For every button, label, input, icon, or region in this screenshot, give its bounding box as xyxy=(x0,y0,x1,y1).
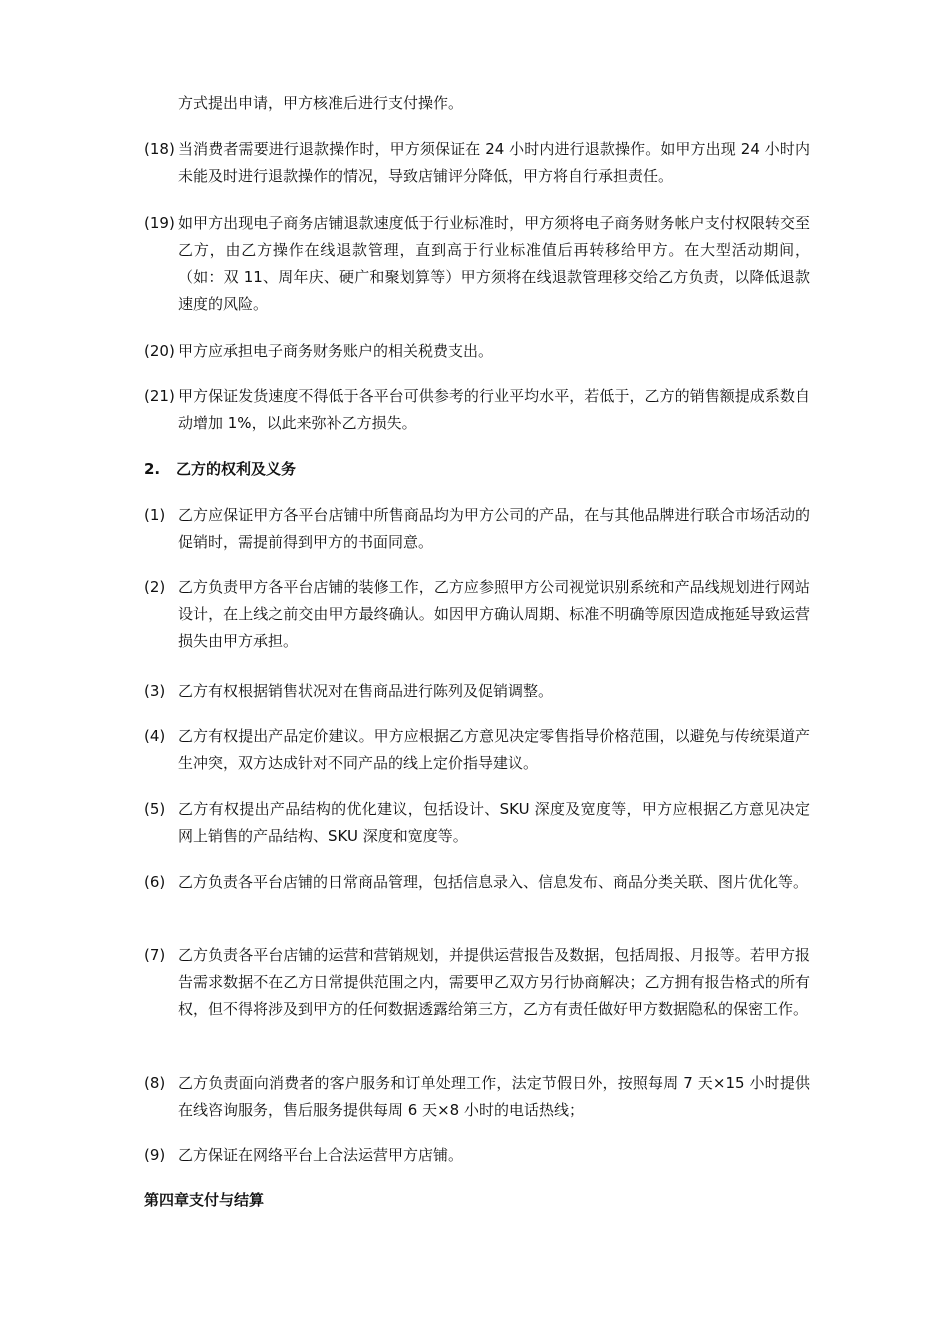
list-item-3 xyxy=(144,678,810,705)
item-number: (19) xyxy=(144,214,175,232)
list-item-7 xyxy=(144,942,810,1023)
item-number: (4) xyxy=(144,727,166,745)
list-item-6 xyxy=(144,869,810,896)
item-number: (1) xyxy=(144,506,166,524)
list-item-5 xyxy=(144,796,810,850)
item-text: 乙方负责各平台店铺的日常商品管理，包括信息录入、信息发布、商品分类关联、图片优化等。 xyxy=(178,873,809,891)
list-item-8 xyxy=(144,1070,810,1124)
item-text: 乙方有权根据销售状况对在售商品进行陈列及促销调整。 xyxy=(178,682,554,700)
list-item-4 xyxy=(144,723,810,777)
list-item-19 xyxy=(144,210,810,318)
item-text: 乙方负责面向消费者的客户服务和订单处理工作，法定节假日外，按照每周 7 天×15 小时提供在线咨询服务，售后服务提供每周 6 天×8 小时的电话热线； xyxy=(178,1074,810,1119)
continuation-text: 方式提出申请，甲方核准后进行支付操作。 xyxy=(178,94,464,112)
list-item-9 xyxy=(144,1142,810,1169)
item-number: (2) xyxy=(144,578,166,596)
list-item-2 xyxy=(144,574,810,655)
list-item-18 xyxy=(144,136,810,190)
item-text: 乙方负责各平台店铺的运营和营销规划，并提供运营报告及数据，包括周报、月报等。若甲方报告需求数据不在乙方日常提供范围之内，需要甲乙双方另行协商解决；乙方拥有报告格式的所有权，但不得将涉及到甲方的任何数据透露给第三方，乙方有责任做好甲方数据隐私的保密工作。 xyxy=(178,946,810,1018)
chapter-heading: 第四章支付与结算 xyxy=(144,1191,265,1209)
item-text: 如甲方出现电子商务店铺退款速度低于行业标准时，甲方须将电子商务财务帐户支付权限转交至乙方，由乙方操作在线退款管理，直到高于行业标准值后再转移给甲方。在大型活动期间，（如：双 11、周年庆、硬广和聚划算等）甲方须将在线退款管理移交给乙方负责，以降低退款速度的风险。 xyxy=(178,214,810,313)
item-text: 乙方有权提出产品结构的优化建议，包括设计、SKU 深度及宽度等，甲方应根据乙方意见决定网上销售的产品结构、SKU 深度和宽度等。 xyxy=(178,800,810,845)
item-number: (5) xyxy=(144,800,166,818)
item-text: 当消费者需要进行退款操作时，甲方须保证在 24 小时内进行退款操作。如甲方出现 24 小时内未能及时进行退款操作的情况，导致店铺评分降低，甲方将自行承担责任。 xyxy=(178,140,810,185)
item-text: 乙方有权提出产品定价建议。甲方应根据乙方意见决定零售指导价格范围，以避免与传统渠道产生冲突，双方达成针对不同产品的线上定价指导建议。 xyxy=(178,727,810,772)
item-text: 乙方保证在网络平台上合法运营甲方店铺。 xyxy=(178,1146,464,1164)
item-number: (3) xyxy=(144,682,166,700)
item-number: (8) xyxy=(144,1074,166,1092)
item-number: (18) xyxy=(144,140,175,158)
item-text: 甲方保证发货速度不得低于各平台可供参考的行业平均水平，若低于，乙方的销售额提成系数自动增加 1%，以此来弥补乙方损失。 xyxy=(178,387,810,432)
list-item-20 xyxy=(144,338,810,365)
section-heading xyxy=(144,456,296,483)
item-text: 乙方应保证甲方各平台店铺中所售商品均为甲方公司的产品，在与其他品牌进行联合市场活动的促销时，需提前得到甲方的书面同意。 xyxy=(178,506,810,551)
item-number: (20) xyxy=(144,342,175,360)
item-number: (7) xyxy=(144,946,166,964)
item-text: 甲方应承担电子商务财务账户的相关税费支出。 xyxy=(178,342,494,360)
item-number: (6) xyxy=(144,873,166,891)
section-title: 乙方的权利及义务 xyxy=(176,460,297,478)
list-item-1 xyxy=(144,502,810,556)
list-item-21 xyxy=(144,383,810,437)
section-number: 2. xyxy=(144,460,161,478)
item-text: 乙方负责甲方各平台店铺的装修工作，乙方应参照甲方公司视觉识别系统和产品线规划进行网站设计，在上线之前交由甲方最终确认。如因甲方确认周期、标准不明确等原因造成拖延导致运营损失由甲方承担。 xyxy=(178,578,810,650)
item-number: (9) xyxy=(144,1146,166,1164)
item-number: (21) xyxy=(144,387,175,405)
